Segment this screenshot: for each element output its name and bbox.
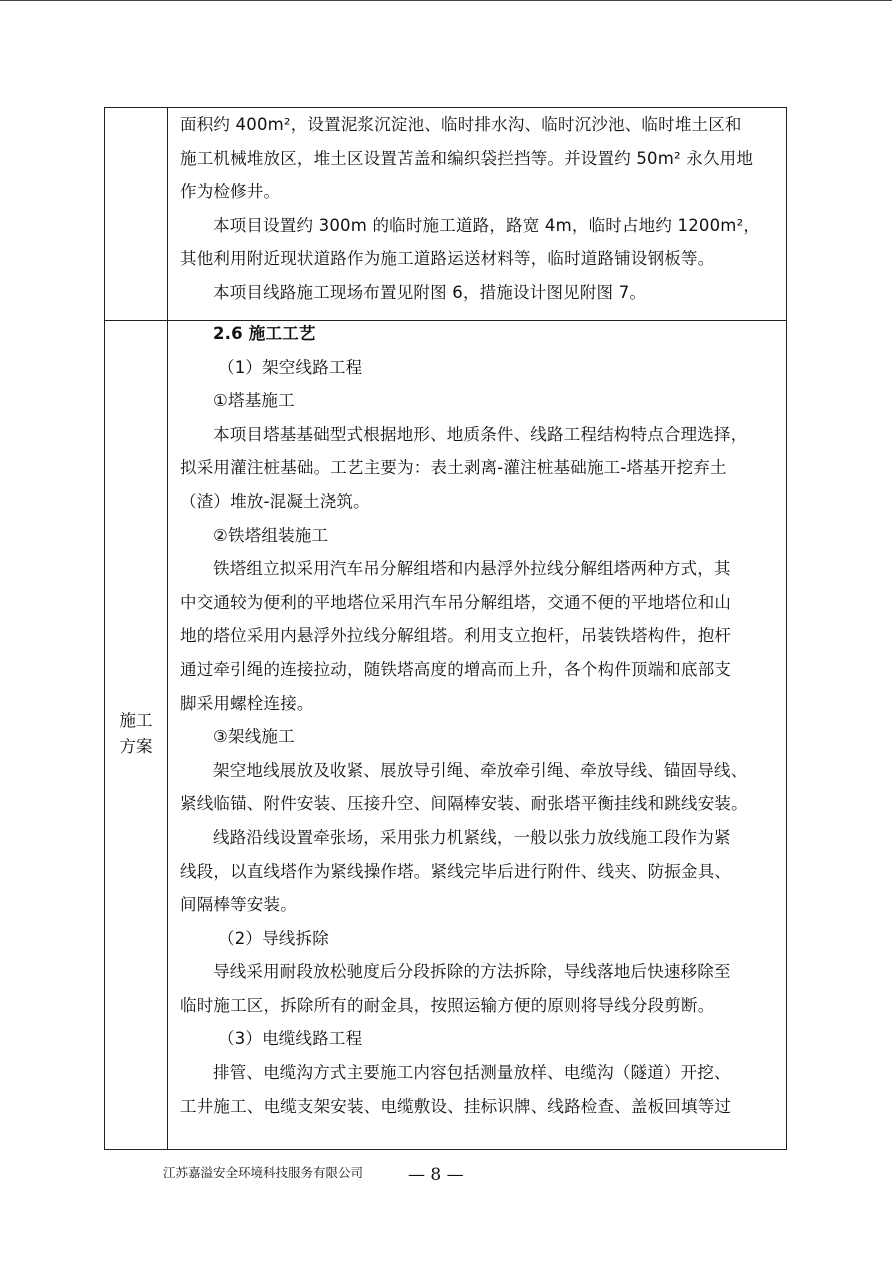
cell-construction-process xyxy=(168,317,780,1123)
row-label-construction-plan xyxy=(105,708,167,760)
text-line: 线路沿线设置牵张场，采用张力机紧线，一般以张力放线施工段作为紧 xyxy=(213,827,731,847)
text-line: 工井施工、电缆支架安装、电缆敷设、挂标识牌、线路检查、盖板回填等过 xyxy=(180,1096,732,1116)
cell-site-layout xyxy=(168,108,780,310)
text-line: ①塔基施工 xyxy=(213,391,295,411)
text-line: 通过牵引绳的连接拉动，随铁塔高度的增高而上升，各个构件顶端和底部支 xyxy=(180,659,732,679)
text-line: 本项目塔基基础型式根据地形、地质条件、线路工程结构特点合理选择， xyxy=(213,424,748,444)
text-line: 导线采用耐段放松驰度后分段拆除的方法拆除，导线落地后快速移除至 xyxy=(213,962,731,982)
text-line: 本项目线路施工现场布置见附图 6，措施设计图见附图 7。 xyxy=(213,282,647,302)
text-line: （渣）堆放-混凝土浇筑。 xyxy=(180,491,370,511)
text-line: 地的塔位采用内悬浮外拉线分解组塔。利用支立抱杆，吊装铁塔构件，抱杆 xyxy=(180,626,732,646)
footer-company-name: 江苏嘉溢安全环境科技服务有限公司 xyxy=(163,1165,364,1180)
text-line: 间隔棒等安装。 xyxy=(180,895,297,915)
text-line: 架空地线展放及收紧、展放导引绳、牵放牵引绳、牵放导线、锚固导线、 xyxy=(213,760,748,780)
text-line: 排管、电缆沟方式主要施工内容包括测量放样、电缆沟（隧道）开挖、 xyxy=(213,1063,731,1083)
footer-page-number: — 8 — xyxy=(408,1165,464,1185)
text-line: 本项目设置约 300m 的临时施工道路，路宽 4m，临时占地约 1200m²， xyxy=(213,215,761,235)
text-line: 施工机械堆放区，堆土区设置苫盖和编织袋拦挡等。并设置约 50m² 永久用地 xyxy=(180,148,754,168)
section-heading: 2.6 施工工艺 xyxy=(213,324,316,343)
text-line: 临时施工区，拆除所有的耐金具，按照运输方便的原则将导线分段剪断。 xyxy=(180,995,715,1015)
label-line: 方案 xyxy=(119,737,153,756)
content-table xyxy=(104,107,787,1150)
text-line: 脚采用螺栓连接。 xyxy=(180,693,314,713)
text-line: 中交通较为便利的平地塔位采用汽车吊分解组塔，交通不便的平地塔位和山 xyxy=(180,592,732,612)
text-line: （1）架空线路工程 xyxy=(218,357,363,377)
text-line: （2）导线拆除 xyxy=(218,928,329,948)
text-line: ②铁塔组装施工 xyxy=(213,525,329,545)
text-line: 铁塔组立拟采用汽车吊分解组塔和内悬浮外拉线分解组塔两种方式，其 xyxy=(213,559,731,579)
text-line: 面积约 400m²，设置泥浆沉淀池、临时排水沟、临时沉沙池、临时堆土区和 xyxy=(180,115,742,134)
label-line: 施工 xyxy=(119,711,153,730)
text-line: 线段，以直线塔作为紧线操作塔。紧线完毕后进行附件、线夹、防振金具、 xyxy=(180,861,732,881)
text-line: ③架线施工 xyxy=(213,727,295,747)
text-line: （3）电缆线路工程 xyxy=(218,1029,363,1049)
text-line: 紧线临锚、附件安装、压接升空、间隔棒安装、耐张塔平衡挂线和跳线安装。 xyxy=(180,794,748,814)
page-top-edge xyxy=(0,0,892,1)
text-line: 作为检修井。 xyxy=(180,182,281,202)
text-line: 拟采用灌注桩基础。工艺主要为：表土剥离-灌注桩基础施工-塔基开挖弃土 xyxy=(180,458,727,478)
text-line: 其他利用附近现状道路作为施工道路运送材料等，临时道路铺设钢板等。 xyxy=(180,249,715,269)
